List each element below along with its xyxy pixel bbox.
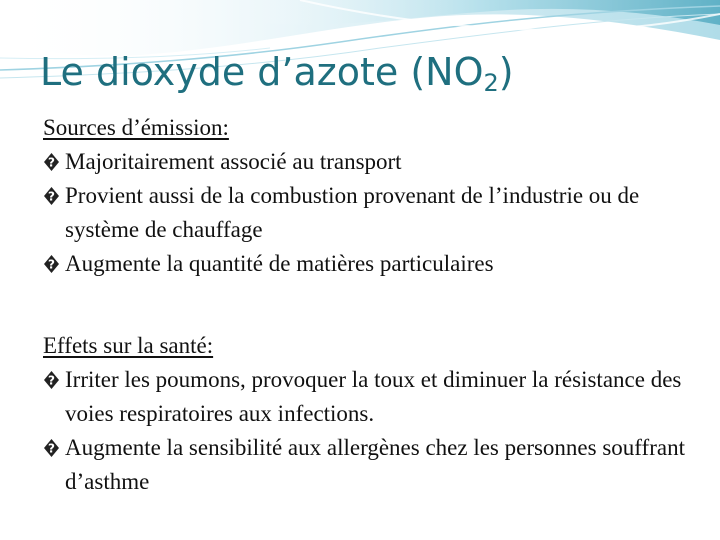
bullet-text: Majoritairement associé au transport <box>65 149 402 174</box>
replacement-character-icon <box>43 370 60 390</box>
section-spacer <box>43 281 703 329</box>
replacement-character-icon <box>43 186 60 206</box>
section-emission-sources <box>43 111 703 281</box>
replacement-character-icon <box>43 254 60 274</box>
slide-title-suffix: ) <box>498 50 514 94</box>
bullet-item <box>43 247 703 281</box>
svg-text:?: ? <box>48 373 55 388</box>
section-heading: Sources d’émission: <box>43 115 229 140</box>
bullet-item <box>43 363 703 431</box>
section-health-effects <box>43 329 703 499</box>
bullet-item <box>43 431 703 499</box>
slide-title-main: Le dioxyde d’azote (NO <box>40 50 484 94</box>
svg-text:?: ? <box>48 257 55 272</box>
bullet-text: Provient aussi de la combustion provenant de l’industrie ou de système de chauffage <box>65 183 640 242</box>
svg-text:?: ? <box>48 155 55 170</box>
bullet-item <box>43 179 703 247</box>
bullet-item <box>43 145 703 179</box>
replacement-character-icon <box>43 152 60 172</box>
slide-content <box>43 111 703 499</box>
slide-title-subscript: 2 <box>483 69 499 97</box>
replacement-character-icon <box>43 438 60 458</box>
svg-text:?: ? <box>48 441 55 456</box>
section-heading: Effets sur la santé: <box>43 333 214 358</box>
slide-title <box>40 42 514 102</box>
bullet-text: Augmente la sensibilité aux allergènes chez les personnes souffrant d’asthme <box>65 435 685 494</box>
bullet-text: Irriter les poumons, provoquer la toux et diminuer la résistance des voies respiratoires aux infections. <box>65 367 682 426</box>
bullet-text: Augmente la quantité de matières particulaires <box>65 251 494 276</box>
bullet-list <box>43 145 703 281</box>
svg-text:?: ? <box>48 189 55 204</box>
bullet-list <box>43 363 703 499</box>
